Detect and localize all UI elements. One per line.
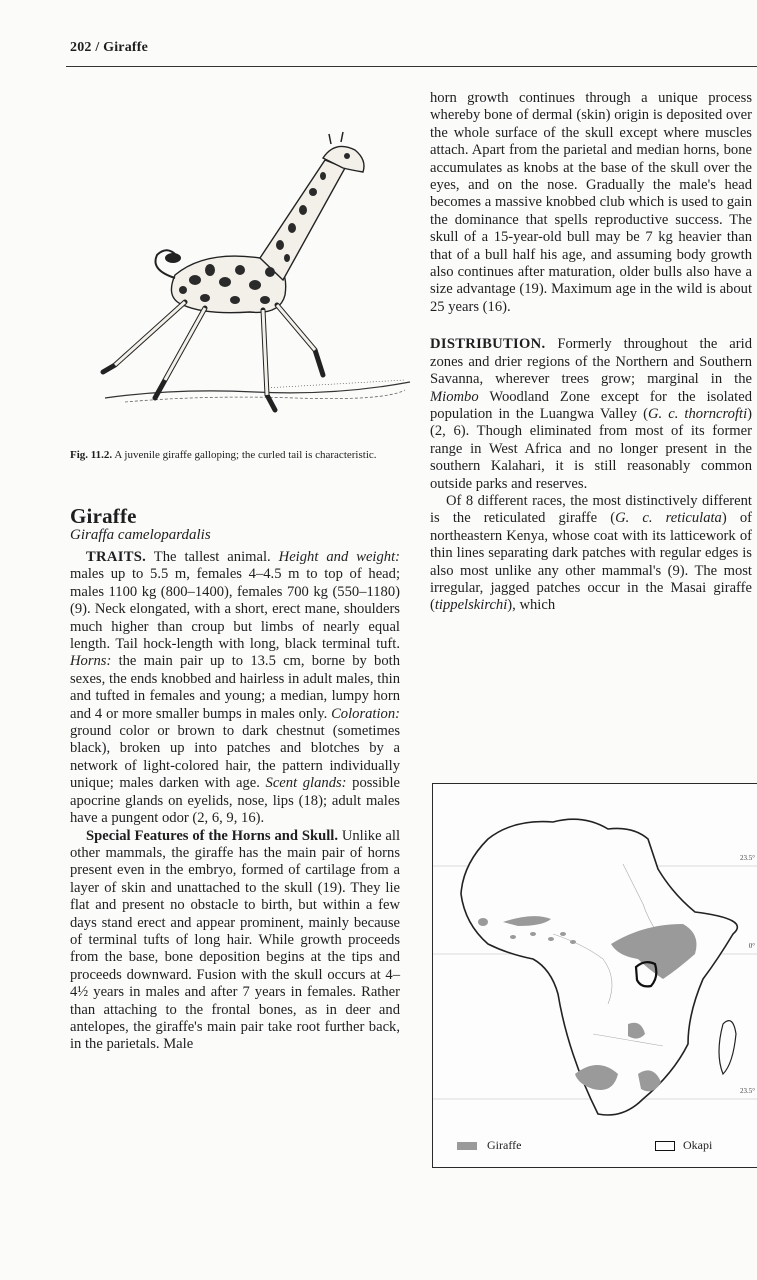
- lat-label-equator: 0°: [748, 942, 755, 950]
- africa-map: [433, 784, 757, 1169]
- distribution-paragraph: DISTRIBUTION. Formerly throughout the arid zones and drier regions of the Northern and Southern Savanna, wherever trees grow; marginal in the Miombo Woodland Zone except for the isolated population in the Luangwa Valley (G. c. thorncrofti) (2, 6). Though eliminated from most of its former range in West Africa and no longer present in the southern Kalahari, it is still reasonably common outside parks and reserves.: [430, 336, 752, 492]
- running-header: [70, 40, 757, 56]
- special-features-paragraph: Special Features of the Horns and Skull. Unlike all other mammals, the giraffe has the main pair of horns present even in the embryo, formed of cartilage from a layer of skin and unattached to the skull (19). They lie flat and present no obstacle to birth, but within a few days stand erect and appear prominent, mainly because of terminal tufts of long hair. While growth proceeds from the base, bone deposition begins at the tips and proceeds downward. Fusion with the skull occurs at 4–4½ years in males and after 7 years in females. Rather than attaching to the frontal bones, as in deer and antelopes, the giraffe's main pair take root further back, in the parietals. Male: [70, 827, 400, 1053]
- header-rule: [66, 66, 757, 67]
- distribution-heading: DISTRIBUTION.: [430, 336, 546, 353]
- horns-label: Horns:: [70, 653, 112, 670]
- coloration-label: Coloration:: [331, 705, 400, 722]
- races-paragraph: Of 8 different races, the most distinctively different is the reticulated giraffe (G. c. reticulata) of northeastern Kenya, whose coat with its latticework of thin lines separating dark patches with regular edges is also most unlike any other mammal's (9). The most irregular, jagged patches occur in the Masai giraffe (tippelskirchi), which: [430, 492, 752, 614]
- header-separator: /: [95, 40, 100, 55]
- traits-heading: TRAITS.: [86, 549, 147, 565]
- figure-caption-text: A juvenile giraffe galloping; the curled tail is characteristic.: [114, 449, 377, 461]
- legend-giraffe-label: Giraffe: [487, 1138, 522, 1152]
- special-features-heading: Special Features of the Horns and Skull.: [86, 827, 338, 844]
- lat-label-north: 23.5°: [739, 854, 755, 862]
- okapi-swatch-icon: [655, 1141, 675, 1151]
- horn-growth-paragraph: horn growth continues through a unique process whereby bone of dermal (skin) origin is deposited over the whole surface of the skull except where muscles attach. Apart from the parietal and median horns, bone accumulates as knobs at the base of the skull over the eyes, and on the nose. Gradually the male's head becomes a massive knobbed club which is used to gain the dominance that spells reproductive success. The skull of a 15-year-old bull may be 7 kg heavier than that of a bull half his age, and assuming body growth also continues after maturation, older bulls also have a size advantage (19). Maximum age in the wild is about 25 years (16).: [430, 90, 752, 315]
- legend-okapi-label: Okapi: [683, 1138, 713, 1152]
- running-title: Giraffe: [103, 40, 149, 55]
- height-weight-label: Height and weight:: [278, 549, 400, 565]
- madagascar-outline: [719, 1021, 736, 1074]
- species-latin-name: Giraffa camelopardalis: [70, 527, 211, 543]
- lat-label-south: 23.5°: [739, 1087, 755, 1095]
- right-column: [430, 90, 752, 615]
- page-number: 202: [70, 40, 92, 55]
- figure-label: Fig. 11.2.: [70, 449, 113, 461]
- legend-giraffe: [457, 1138, 521, 1153]
- legend-okapi: [655, 1138, 712, 1153]
- giraffe-swatch-icon: [457, 1142, 477, 1150]
- species-common-name: Giraffe: [70, 504, 137, 528]
- figure-caption: [70, 449, 400, 462]
- left-column: [70, 549, 400, 1054]
- distribution-map: [432, 783, 757, 1168]
- giraffe-illustration: [55, 130, 415, 430]
- traits-paragraph: TRAITS. The tallest animal. Height and weight: males up to 5.5 m, females 4–4.5 m to top of head; males 1100 kg (800–1400), females 700 kg (550–1180) (9). Neck elongated, with a short, erect mane, shoulders much higher than croup but limbs of nearly equal length. Tail hock-length with long, black terminal tuft. Horns: the main pair up to 13.5 cm, borne by both sexes, the ends knobbed and hairless in adult males, thin and tufted in females and young; a median, lumpy horn and 4 or more smaller bumps in males only. Coloration: ground color or brown to dark chestnut (sometimes black), broken up into patches and blotches by a network of light-colored hair, the pattern individually unique; males darken with age. Scent glands: possible apocrine glands on eyelids, nose, lips (18); adult males have a pungent odor (2, 6, 9, 16).: [70, 549, 400, 827]
- scent-glands-label: Scent glands:: [265, 775, 347, 792]
